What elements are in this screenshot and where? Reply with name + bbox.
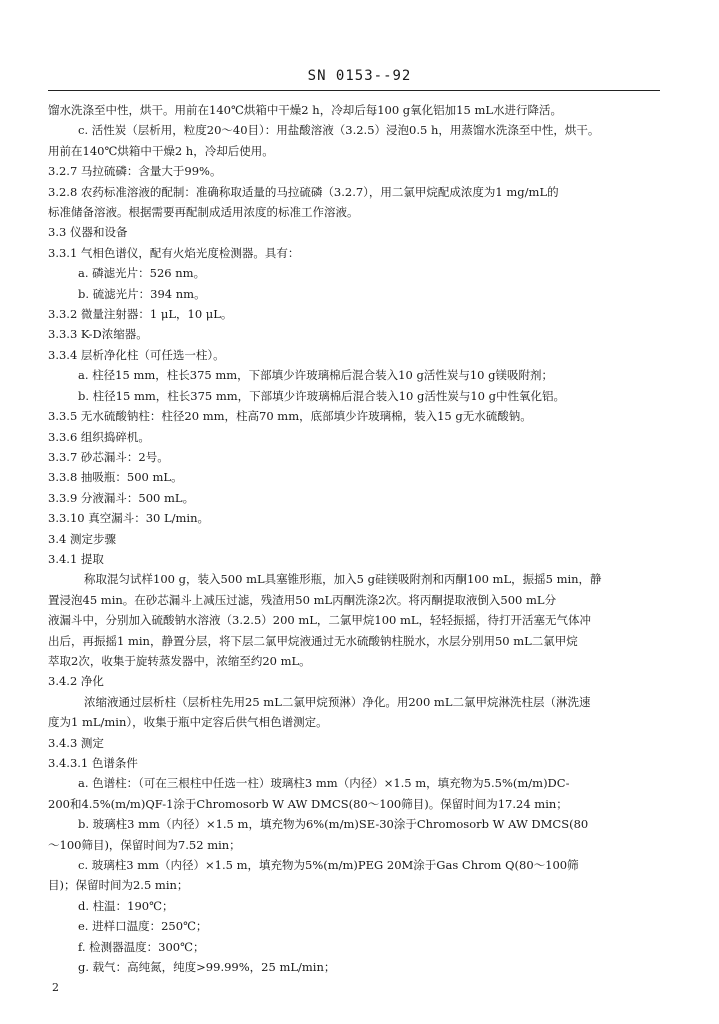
- text-line: a. 柱径15 mm，柱长375 mm，下部填少许玻璃棉后混合装入10 g活性炭与10 g镁吸附剂；: [78, 368, 553, 383]
- text-line: 3.3.1 气相色谱仪，配有火焰光度检测器。具有：: [48, 245, 300, 260]
- text-line: 出后，再振摇1 min，静置分层，将下层二氯甲烷液通过无水硫酸钠柱脱水，水层分别用50 mL二氯甲烷: [48, 633, 578, 648]
- document-body: [48, 100, 668, 977]
- text-line: 3.4.2 净化: [48, 674, 104, 689]
- document-header: SN 0153--92: [307, 68, 412, 84]
- text-line: d. 柱温：190℃；: [78, 898, 174, 913]
- text-line: 3.3.3 K-D浓缩器。: [48, 327, 148, 342]
- page-number: 2: [52, 981, 59, 994]
- text-line: 萃取2次，收集于旋转蒸发器中，浓缩至约20 mL。: [48, 653, 311, 668]
- text-line: ～100筛目)，保留时间为7.52 min；: [48, 837, 241, 852]
- text-line: 200和4.5%(m/m)QF-1涂于Chromosorb W AW DMCS(80～100筛目)。保留时间为17.24 min；: [48, 796, 568, 811]
- text-line: b. 硫滤光片：394 nm。: [78, 286, 206, 301]
- text-line: 称取混匀试样100 g，装入500 mL具塞锥形瓶，加入5 g硅镁吸附剂和丙酮100 mL，振摇5 min，静: [84, 572, 602, 587]
- text-line: 3.3.2 微量注射器：1 μL，10 μL。: [48, 307, 233, 322]
- text-line: 置浸泡45 min。在砂芯漏斗上减压过滤，残渣用50 mL丙酮洗涤2次。将丙酮提取液倒入500 mL分: [48, 592, 557, 607]
- text-line: b. 柱径15 mm，柱长375 mm，下部填少许玻璃棉后混合装入10 g活性炭与10 g中性氧化铝。: [78, 388, 565, 403]
- text-line: c. 玻璃柱3 mm（内径）×1.5 m，填充物为5%(m/m)PEG 20M涂于Gas Chrom Q(80～100筛: [78, 858, 579, 873]
- text-line: 3.3.6 组织捣碎机。: [48, 429, 150, 444]
- text-line: 3.3 仪器和设备: [48, 225, 128, 240]
- text-line: g. 载气：高纯氮，纯度>99.99%，25 mL/min；: [78, 960, 336, 975]
- text-line: c. 活性炭（层析用，粒度20～40目）：用盐酸溶液（3.2.5）浸泡0.5 h，用蒸馏水洗涤至中性，烘干。: [78, 123, 600, 138]
- text-line: 3.4.3.1 色谱条件: [48, 756, 138, 770]
- text-line: 3.4 测定步骤: [48, 531, 116, 546]
- text-line: a. 磷滤光片：526 nm。: [78, 266, 206, 281]
- text-line: f. 检测器温度：300℃；: [78, 939, 205, 954]
- text-line: 用前在140℃烘箱中干燥2 h，冷却后使用。: [48, 143, 274, 158]
- text-line: 3.4.3 测定: [48, 735, 104, 750]
- header-divider: [48, 90, 660, 91]
- text-line: a. 色谱柱：（可在三根柱中任选一柱）玻璃柱3 mm（内径）×1.5 m，填充物为5.5%(m/m)DC-: [78, 776, 570, 791]
- text-line: b. 玻璃柱3 mm（内径）×1.5 m，填充物为6%(m/m)SE-30涂于Chromosorb W AW DMCS(80: [78, 817, 589, 832]
- text-line: 标准储备溶液。根据需要再配制成适用浓度的标准工作溶液。: [48, 205, 359, 220]
- text-line: 3.2.8 农药标准溶液的配制：准确称取适量的马拉硫磷（3.2.7），用二氯甲烷配成浓度为1 mg/mL的: [48, 184, 559, 199]
- text-line: 度为1 mL/min），收集于瓶中定容后供气相色谱测定。: [48, 715, 328, 730]
- text-line: 3.2.7 马拉硫磷：含量大于99%。: [48, 164, 222, 179]
- text-line: 3.3.7 砂芯漏斗：2号。: [48, 449, 169, 464]
- text-line: 馏水洗涤至中性，烘干。用前在140℃烘箱中干燥2 h，冷却后每100 g氧化铝加15 mL水进行降活。: [48, 103, 562, 117]
- text-line: 3.4.1 提取: [48, 551, 104, 566]
- text-line: 3.3.10 真空漏斗：30 L/min。: [48, 511, 210, 526]
- text-line: 液漏斗中，分别加入硫酸钠水溶液（3.2.5）200 mL，二氯甲烷100 mL，轻轻振摇，待打开活塞无气体冲: [48, 613, 592, 628]
- text-line: e. 进样口温度：250℃；: [78, 919, 208, 934]
- text-line: 3.3.8 抽吸瓶：500 mL。: [48, 470, 183, 485]
- text-line: 3.3.5 无水硫酸钠柱：柱径20 mm，柱高70 mm，底部填少许玻璃棉，装入15 g无水硫酸钠。: [48, 409, 532, 424]
- text-line: 浓缩液通过层析柱（层析柱先用25 mL二氯甲烷预淋）净化。用200 mL二氯甲烷淋洗柱层（淋洗速: [84, 694, 591, 709]
- text-line: 3.3.9 分液漏斗：500 mL。: [48, 490, 195, 505]
- text-line: 3.3.4 层析净化柱（可任选一柱）。: [48, 347, 225, 362]
- text-line: 目)；保留时间为2.5 min；: [48, 878, 189, 893]
